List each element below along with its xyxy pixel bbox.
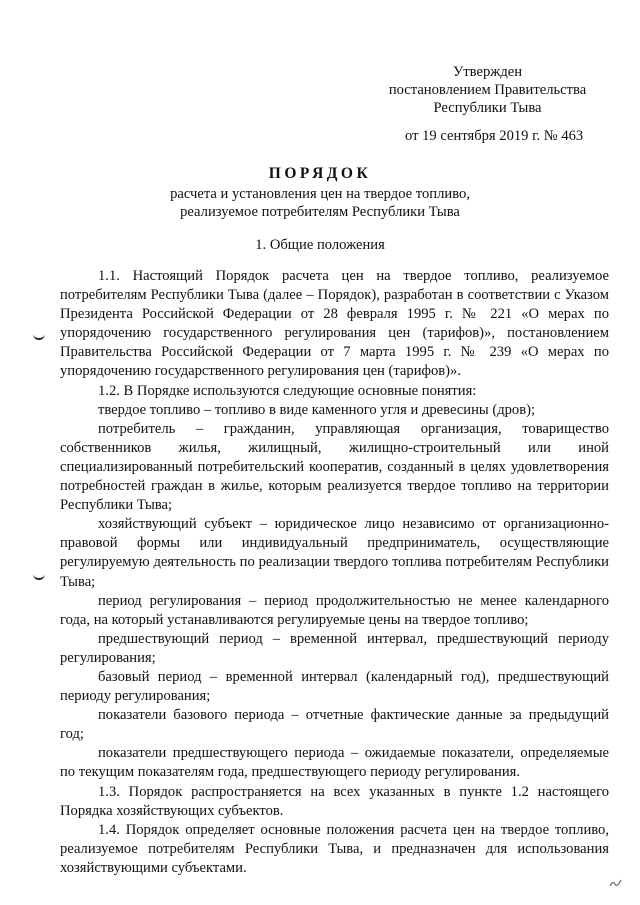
paragraph: твердое топливо – топливо в виде каменного угля и древесины (дров); — [98, 401, 536, 418]
approval-line-3: Республики Тыва — [433, 100, 542, 116]
paragraph: базовый период – временной интервал (календарный год), предшествующий периоду регулирования; — [60, 668, 609, 705]
margin-punch-mark — [33, 332, 45, 340]
paragraph: показатели базового периода – отчетные фактические данные за предыдущий год; — [60, 707, 609, 743]
paragraph: потребитель – гражданин, управляющая организация, товарищество собственников жилья, жилищный, жилищно-строительный или иной специализированный потребительский кооператив, созданный в целях удовлетворения потребностей граждан в жилье, которым реализуется твердое топливо на территории Республики Тыва; — [60, 420, 609, 514]
document-title: ПОРЯДОК — [268, 165, 372, 182]
approval-line-1: Утвержден — [452, 64, 523, 80]
paragraph: 1.2. В Порядке используются следующие основные понятия: — [98, 382, 477, 399]
paragraph: хозяйствующий субъект – юридическое лицо независимо от организационно-правовой формы или индивидуальный предприниматель, осуществляющие регулируемую деятельность по реализации твердого топлива потребителям Республики Тыва; — [60, 516, 609, 590]
paragraph: 1.1. Настоящий Порядок расчета цен на твердое топливо, реализуемое потребителям Республики Тыва (далее – Порядок), разработан в соответствии с Указом Президента Российской Федерации от 28 февраля 1995 г. № 221 «О мерах по упорядочению государственного регулирования цен (тарифов)», постановлением Правительства Российской Федерации от 7 марта 1995 г. № 239 «О мерах по упорядочению государственного регулирования цен (тарифов)». — [60, 268, 609, 380]
paragraph: период регулирования – период продолжительностью не менее календарного года, на который устанавливаются регулируемые цены на твердое топливо; — [60, 592, 609, 628]
document-body — [60, 267, 609, 878]
approval-block — [380, 63, 595, 117]
paragraph: 1.3. Порядок распространяется на всех указанных в пункте 1.2 настоящего Порядка хозяйствующих субъектов. — [60, 783, 609, 819]
approval-line-2: постановлением Правительства — [388, 82, 587, 98]
paragraph: 1.4. Порядок определяет основные положения расчета цен на твердое топливо, реализуемое потребителям Республики Тыва, и предназначен для использования хозяйствующими субъектами. — [60, 821, 609, 876]
paragraph: показатели предшествующего периода – ожидаемые показатели, определяемые по текущим показателям года, предшествующего периоду регулирования. — [60, 745, 609, 781]
margin-punch-mark — [33, 572, 45, 580]
approval-date: от 19 сентября 2019 г. № 463 — [405, 128, 584, 144]
paragraph: предшествующий период – временной интервал, предшествующий периоду регулирования; — [60, 630, 609, 666]
section-heading: 1. Общие положения — [255, 237, 385, 253]
scribble-mark — [609, 878, 623, 888]
document-subtitle: расчета и установления цен на твердое топливо, реализуемое потребителям Республики Тыва — [170, 186, 470, 220]
